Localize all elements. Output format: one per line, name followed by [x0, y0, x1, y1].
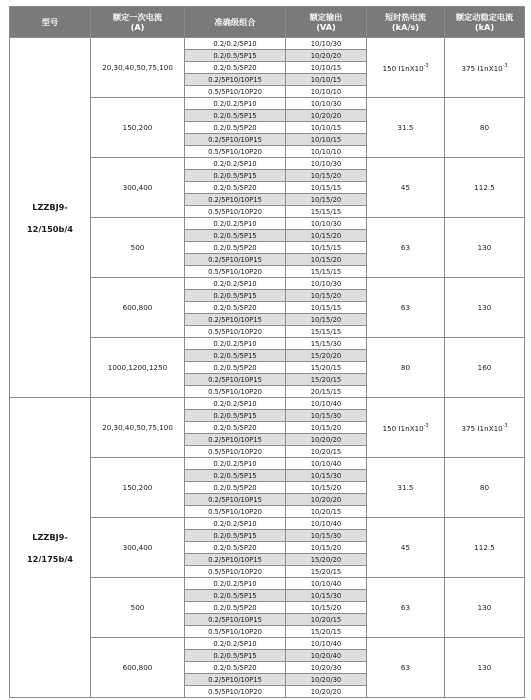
- rated-output-cell: 15/15/15: [286, 326, 367, 338]
- rated-dynamic-current-cell: [445, 158, 525, 218]
- rated-output-cell: 15/20/15: [286, 374, 367, 386]
- accuracy-combination-cell: 0.5/5P10/10P20: [185, 386, 286, 398]
- accuracy-combination-cell: 0.2/5P10/10P15: [185, 614, 286, 626]
- thermal-value: 31.5: [397, 122, 414, 132]
- accuracy-combination-cell: 0.2/0.5/5P15: [185, 470, 286, 482]
- rated-output-cell: 10/15/20: [286, 542, 367, 554]
- accuracy-combination-cell: 0.2/0.2/5P10: [185, 38, 286, 50]
- model-cell: [10, 38, 91, 398]
- accuracy-combination-cell: 0.5/5P10/10P20: [185, 506, 286, 518]
- table-header: [10, 7, 525, 38]
- dynamic-value: 80: [479, 482, 490, 492]
- accuracy-combination-cell: 0.2/0.5/5P15: [185, 230, 286, 242]
- header-short-time-thermal-current: 短时热电流 (kA/s): [367, 7, 445, 38]
- rated-output-cell: 10/10/40: [286, 578, 367, 590]
- accuracy-combination-cell: 0.2/5P10/10P15: [185, 74, 286, 86]
- rated-output-cell: 10/10/15: [286, 74, 367, 86]
- short-time-thermal-current-cell: [367, 338, 445, 398]
- model-name-line2: 12/150b/4: [26, 223, 74, 234]
- short-time-thermal-current-cell: [367, 98, 445, 158]
- rated-primary-current-cell: 1000,1200,1250: [91, 338, 185, 398]
- rated-output-cell: 10/15/20: [286, 422, 367, 434]
- rated-output-cell: 10/15/20: [286, 254, 367, 266]
- rated-output-cell: 15/20/15: [286, 566, 367, 578]
- rated-dynamic-current-cell: [445, 518, 525, 578]
- accuracy-combination-cell: 0.5/5P10/10P20: [185, 566, 286, 578]
- dynamic-value: 375 I1nX10: [461, 63, 503, 73]
- accuracy-combination-cell: 0.2/5P10/10P15: [185, 134, 286, 146]
- accuracy-combination-cell: 0.2/0.2/5P10: [185, 338, 286, 350]
- thermal-value: 31.5: [397, 482, 414, 492]
- short-time-thermal-current-cell: [367, 218, 445, 278]
- accuracy-combination-cell: 0.2/0.5/5P15: [185, 590, 286, 602]
- accuracy-combination-cell: 0.5/5P10/10P20: [185, 266, 286, 278]
- table-row: [10, 38, 525, 50]
- accuracy-combination-cell: 0.2/5P10/10P15: [185, 314, 286, 326]
- rated-output-cell: 10/15/30: [286, 410, 367, 422]
- accuracy-combination-cell: 0.2/5P10/10P15: [185, 374, 286, 386]
- thermal-value: 63: [400, 662, 411, 672]
- dynamic-value: 112.5: [474, 542, 495, 552]
- header-rated-primary-current: 额定一次电流 (A): [91, 7, 185, 38]
- accuracy-combination-cell: 0.2/0.2/5P10: [185, 578, 286, 590]
- accuracy-combination-cell: 0.5/5P10/10P20: [185, 446, 286, 458]
- short-time-thermal-current-cell: [367, 518, 445, 578]
- accuracy-combination-cell: 0.5/5P10/10P20: [185, 326, 286, 338]
- rated-output-cell: 15/20/15: [286, 362, 367, 374]
- thermal-exponent: -3: [423, 423, 429, 429]
- accuracy-combination-cell: 0.2/0.5/5P15: [185, 350, 286, 362]
- thermal-value: 63: [400, 602, 411, 612]
- rated-output-cell: 15/20/20: [286, 554, 367, 566]
- dynamic-value: 160: [477, 362, 492, 372]
- thermal-value: 45: [400, 182, 411, 192]
- accuracy-combination-cell: 0.2/0.2/5P10: [185, 638, 286, 650]
- dynamic-value: 130: [477, 602, 492, 612]
- accuracy-combination-cell: 0.2/5P10/10P15: [185, 254, 286, 266]
- rated-output-cell: 10/20/30: [286, 674, 367, 686]
- rated-output-cell: 10/20/15: [286, 614, 367, 626]
- dynamic-value: 112.5: [474, 182, 495, 192]
- accuracy-combination-cell: 0.2/0.5/5P20: [185, 662, 286, 674]
- rated-output-cell: 10/15/15: [286, 182, 367, 194]
- accuracy-combination-cell: 0.5/5P10/10P20: [185, 206, 286, 218]
- accuracy-combination-cell: 0.2/0.2/5P10: [185, 458, 286, 470]
- thermal-value: 80: [400, 362, 411, 372]
- rated-dynamic-current-cell: [445, 398, 525, 458]
- short-time-thermal-current-cell: [367, 398, 445, 458]
- rated-output-cell: 10/15/30: [286, 590, 367, 602]
- header-rated-dynamic-current: 额定动稳定电流 (kA): [445, 7, 525, 38]
- header-rated-output: 额定输出 (VA): [286, 7, 367, 38]
- rated-output-cell: 10/15/20: [286, 170, 367, 182]
- model-name-line2: 12/175b/4: [26, 553, 74, 564]
- accuracy-combination-cell: 0.5/5P10/10P20: [185, 86, 286, 98]
- short-time-thermal-current-cell: [367, 278, 445, 338]
- rated-output-cell: 10/15/20: [286, 482, 367, 494]
- rated-primary-current-cell: 20,30,40,50,75,100: [91, 398, 185, 458]
- rated-dynamic-current-cell: [445, 578, 525, 638]
- thermal-value: 150 I1nX10: [382, 423, 424, 433]
- rated-output-cell: 15/15/15: [286, 266, 367, 278]
- rated-output-cell: 20/15/15: [286, 386, 367, 398]
- spec-table: [9, 6, 525, 698]
- rated-output-cell: 10/10/40: [286, 398, 367, 410]
- accuracy-combination-cell: 0.2/0.5/5P20: [185, 242, 286, 254]
- accuracy-combination-cell: 0.2/5P10/10P15: [185, 194, 286, 206]
- dynamic-value: 130: [477, 302, 492, 312]
- rated-primary-current-cell: 600,800: [91, 278, 185, 338]
- accuracy-combination-cell: 0.2/0.5/5P20: [185, 302, 286, 314]
- header-accuracy-combination: 准确级组合: [185, 7, 286, 38]
- rated-output-cell: 10/20/20: [286, 110, 367, 122]
- accuracy-combination-cell: 0.2/0.5/5P15: [185, 290, 286, 302]
- rated-dynamic-current-cell: [445, 338, 525, 398]
- accuracy-combination-cell: 0.2/5P10/10P15: [185, 434, 286, 446]
- rated-dynamic-current-cell: [445, 458, 525, 518]
- table-body: [10, 38, 525, 698]
- rated-dynamic-current-cell: [445, 218, 525, 278]
- accuracy-combination-cell: 0.2/5P10/10P15: [185, 674, 286, 686]
- accuracy-combination-cell: 0.2/0.5/5P15: [185, 170, 286, 182]
- rated-output-cell: 10/10/30: [286, 38, 367, 50]
- rated-dynamic-current-cell: [445, 638, 525, 698]
- table-row: [10, 398, 525, 410]
- accuracy-combination-cell: 0.2/5P10/10P15: [185, 554, 286, 566]
- accuracy-combination-cell: 0.2/0.5/5P20: [185, 62, 286, 74]
- thermal-exponent: -3: [423, 63, 429, 69]
- accuracy-combination-cell: 0.5/5P10/10P20: [185, 146, 286, 158]
- short-time-thermal-current-cell: [367, 638, 445, 698]
- rated-output-cell: 10/10/30: [286, 98, 367, 110]
- rated-output-cell: 10/10/15: [286, 134, 367, 146]
- model-cell: [10, 398, 91, 698]
- rated-output-cell: 10/20/20: [286, 494, 367, 506]
- rated-output-cell: 10/15/20: [286, 290, 367, 302]
- accuracy-combination-cell: 0.2/0.2/5P10: [185, 218, 286, 230]
- rated-output-cell: 10/20/20: [286, 50, 367, 62]
- rated-output-cell: 10/15/20: [286, 194, 367, 206]
- rated-primary-current-cell: 500: [91, 218, 185, 278]
- rated-output-cell: 10/10/15: [286, 122, 367, 134]
- rated-dynamic-current-cell: [445, 278, 525, 338]
- accuracy-combination-cell: 0.2/0.5/5P15: [185, 110, 286, 122]
- accuracy-combination-cell: 0.2/0.5/5P20: [185, 482, 286, 494]
- accuracy-combination-cell: 0.2/0.5/5P15: [185, 410, 286, 422]
- rated-primary-current-cell: 300,400: [91, 158, 185, 218]
- accuracy-combination-cell: 0.2/0.5/5P20: [185, 602, 286, 614]
- rated-output-cell: 10/15/30: [286, 530, 367, 542]
- header-row: [10, 7, 525, 38]
- accuracy-combination-cell: 0.2/5P10/10P15: [185, 494, 286, 506]
- rated-output-cell: 10/20/20: [286, 686, 367, 698]
- rated-output-cell: 10/15/20: [286, 602, 367, 614]
- accuracy-combination-cell: 0.2/0.2/5P10: [185, 158, 286, 170]
- accuracy-combination-cell: 0.2/0.5/5P15: [185, 50, 286, 62]
- rated-output-cell: 10/10/30: [286, 278, 367, 290]
- rated-output-cell: 15/15/15: [286, 206, 367, 218]
- rated-output-cell: 10/10/15: [286, 62, 367, 74]
- accuracy-combination-cell: 0.2/0.5/5P20: [185, 422, 286, 434]
- accuracy-combination-cell: 0.2/0.5/5P15: [185, 650, 286, 662]
- rated-output-cell: 10/10/10: [286, 146, 367, 158]
- model-name-line1: LZZBJ9-: [32, 201, 68, 212]
- thermal-value: 150 I1nX10: [382, 63, 424, 73]
- short-time-thermal-current-cell: [367, 38, 445, 98]
- rated-dynamic-current-cell: [445, 98, 525, 158]
- accuracy-combination-cell: 0.5/5P10/10P20: [185, 626, 286, 638]
- rated-output-cell: 10/10/40: [286, 458, 367, 470]
- rated-dynamic-current-cell: [445, 38, 525, 98]
- accuracy-combination-cell: 0.2/0.5/5P15: [185, 530, 286, 542]
- rated-primary-current-cell: 600,800: [91, 638, 185, 698]
- dynamic-value: 130: [477, 242, 492, 252]
- rated-output-cell: 10/10/10: [286, 86, 367, 98]
- thermal-value: 63: [400, 302, 411, 312]
- short-time-thermal-current-cell: [367, 158, 445, 218]
- rated-output-cell: 10/10/30: [286, 158, 367, 170]
- rated-output-cell: 15/20/20: [286, 350, 367, 362]
- short-time-thermal-current-cell: [367, 458, 445, 518]
- rated-output-cell: 10/10/30: [286, 218, 367, 230]
- accuracy-combination-cell: 0.5/5P10/10P20: [185, 686, 286, 698]
- rated-output-cell: 10/15/20: [286, 314, 367, 326]
- header-model: 型号: [10, 7, 91, 38]
- rated-output-cell: 10/15/30: [286, 470, 367, 482]
- dynamic-value: 130: [477, 662, 492, 672]
- rated-output-cell: 10/15/15: [286, 302, 367, 314]
- thermal-value: 63: [400, 242, 411, 252]
- rated-output-cell: 10/10/40: [286, 518, 367, 530]
- thermal-value: 45: [400, 542, 411, 552]
- rated-output-cell: 10/20/15: [286, 506, 367, 518]
- rated-primary-current-cell: 500: [91, 578, 185, 638]
- rated-primary-current-cell: 150,200: [91, 458, 185, 518]
- rated-output-cell: 10/20/20: [286, 434, 367, 446]
- rated-output-cell: 10/15/15: [286, 242, 367, 254]
- accuracy-combination-cell: 0.2/0.5/5P20: [185, 542, 286, 554]
- rated-output-cell: 10/20/30: [286, 662, 367, 674]
- accuracy-combination-cell: 0.2/0.2/5P10: [185, 398, 286, 410]
- accuracy-combination-cell: 0.2/0.5/5P20: [185, 122, 286, 134]
- accuracy-combination-cell: 0.2/0.5/5P20: [185, 362, 286, 374]
- rated-output-cell: 15/20/15: [286, 626, 367, 638]
- rated-output-cell: 10/15/20: [286, 230, 367, 242]
- dynamic-exponent: -3: [502, 423, 508, 429]
- accuracy-combination-cell: 0.2/0.2/5P10: [185, 518, 286, 530]
- rated-primary-current-cell: 300,400: [91, 518, 185, 578]
- rated-primary-current-cell: 20,30,40,50,75,100: [91, 38, 185, 98]
- rated-output-cell: 10/20/15: [286, 446, 367, 458]
- rated-primary-current-cell: 150,200: [91, 98, 185, 158]
- model-name-line1: LZZBJ9-: [32, 531, 68, 542]
- accuracy-combination-cell: 0.2/0.2/5P10: [185, 278, 286, 290]
- rated-output-cell: 10/20/40: [286, 650, 367, 662]
- rated-output-cell: 10/10/40: [286, 638, 367, 650]
- dynamic-value: 375 I1nX10: [461, 423, 503, 433]
- accuracy-combination-cell: 0.2/0.5/5P20: [185, 182, 286, 194]
- short-time-thermal-current-cell: [367, 578, 445, 638]
- rated-output-cell: 15/15/30: [286, 338, 367, 350]
- dynamic-value: 80: [479, 122, 490, 132]
- accuracy-combination-cell: 0.2/0.2/5P10: [185, 98, 286, 110]
- dynamic-exponent: -3: [502, 63, 508, 69]
